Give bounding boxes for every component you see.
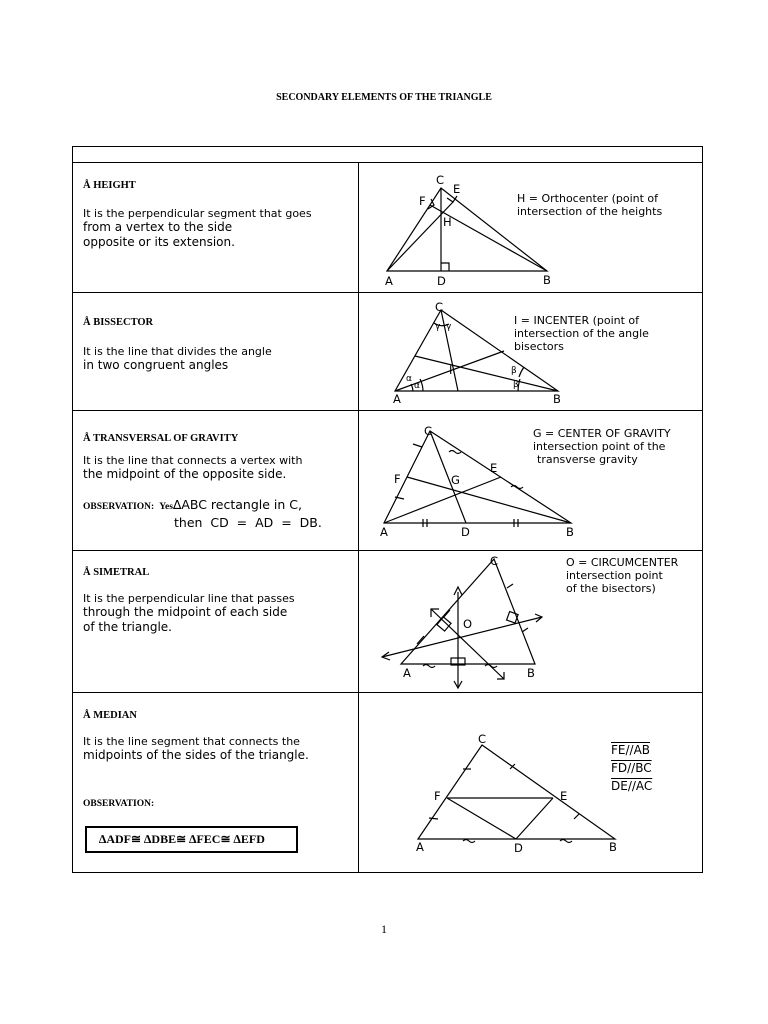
median-desc-line2: midpoints of the sides of the triangle. — [83, 748, 309, 762]
label-e: E — [490, 461, 498, 475]
median-observation-label: OBSERVATION: — [83, 799, 155, 809]
figures-layer — [73, 147, 704, 874]
simetral-note-line3: of the bisectors) — [566, 582, 656, 595]
median-triangle-figure — [418, 745, 615, 843]
simetral-note-line2: intersection point — [566, 569, 663, 582]
gravity-triangle-figure — [384, 431, 571, 527]
bisector-triangle-figure — [395, 310, 558, 391]
gravity-note-line2: intersection point of the — [533, 440, 666, 453]
alpha-label: α — [406, 374, 412, 384]
label-d: D — [514, 841, 523, 855]
median-heading: Å MEDIAN — [83, 710, 137, 721]
label-f: F — [394, 472, 401, 486]
height-note-line1: H = Orthocenter (point of — [517, 192, 659, 205]
label-o: O — [463, 617, 473, 631]
label-a: A — [393, 392, 401, 406]
label-b: B — [553, 392, 561, 406]
gravity-note-line1: G = CENTER OF GRAVITY — [533, 427, 671, 440]
congruence-box: ∆ADF≅ ∆DBE≅ ∆FEC≅ ∆EFD — [85, 826, 298, 853]
gamma-label: γ — [446, 322, 452, 332]
simetral-desc-line1: It is the perpendicular line that passes — [83, 592, 295, 605]
label-d: D — [437, 274, 446, 288]
label-f: F — [434, 789, 441, 803]
label-e: E — [453, 182, 461, 196]
gravity-desc-line2: the midpoint of the opposite side. — [83, 467, 287, 481]
parallel-de-ac: DE//AC — [611, 779, 653, 793]
label-a: A — [416, 840, 424, 854]
height-desc-line2: from a vertex to the side — [83, 220, 233, 234]
parallel-fe-ab: FE//AB — [611, 743, 651, 757]
label-a: A — [403, 666, 411, 680]
alpha-label: α — [414, 381, 420, 391]
label-c: C — [436, 173, 445, 187]
bisector-heading: Å BISSECTOR — [83, 317, 154, 328]
height-desc-line1: It is the perpendicular segment that goes — [83, 207, 312, 220]
page-number: 1 — [381, 922, 387, 936]
simetral-desc-line2: through the midpoint of each side — [83, 605, 288, 619]
page-title: SECONDARY ELEMENTS OF THE TRIANGLE — [276, 92, 492, 103]
observation-text2: then CD = AD = DB. — [174, 515, 322, 530]
elements-table — [72, 146, 703, 873]
observation-text1: ∆ABC rectangle in C, — [172, 497, 302, 512]
label-a: A — [385, 274, 393, 288]
gravity-desc-line1: It is the line that connects a vertex with — [83, 454, 303, 467]
height-note-line2: intersection of the heights — [517, 205, 663, 218]
simetral-desc-line3: of the triangle. — [83, 620, 172, 634]
gravity-note-line3: transverse gravity — [537, 453, 638, 466]
median-desc-line1: It is the line segment that connects the — [83, 735, 300, 748]
height-desc-line3: opposite or its extension. — [83, 235, 235, 249]
label-c: C — [490, 554, 499, 568]
label-g: G — [451, 473, 460, 487]
label-i: I — [449, 363, 453, 377]
label-c: C — [424, 424, 433, 438]
gravity-heading: Å TRANSVERSAL OF GRAVITY — [83, 433, 239, 444]
simetral-note-line1: O = CIRCUMCENTER — [566, 556, 679, 569]
label-c: C — [478, 732, 487, 746]
simetral-heading: Å SIMETRAL — [83, 567, 150, 578]
bisector-note-line2: intersection of the angle bisectors — [514, 327, 649, 353]
label-a: A — [380, 525, 388, 539]
label-c: C — [435, 300, 444, 314]
height-heading: Å HEIGHT — [83, 180, 136, 191]
parallel-fd-bc: FD//BC — [611, 761, 652, 775]
label-b: B — [566, 525, 574, 539]
bisector-desc-line2: in two congruent angles — [83, 358, 229, 372]
label-h: H — [443, 215, 452, 229]
observation-yes: Yes — [159, 502, 173, 512]
beta-label: β — [513, 380, 519, 390]
label-b: B — [609, 840, 617, 854]
label-b: B — [543, 273, 551, 287]
observation-label: OBSERVATION: — [83, 502, 155, 512]
height-triangle-figure — [387, 188, 547, 271]
bisector-desc-line1: It is the line that divides the angle — [83, 345, 272, 358]
gamma-label: γ — [435, 322, 441, 332]
label-e: E — [560, 789, 568, 803]
label-f: F — [419, 194, 426, 208]
beta-label: β — [511, 366, 517, 376]
bisector-note-line1: I = INCENTER (point of — [514, 314, 640, 327]
label-d: D — [461, 525, 470, 539]
label-b: B — [527, 666, 535, 680]
